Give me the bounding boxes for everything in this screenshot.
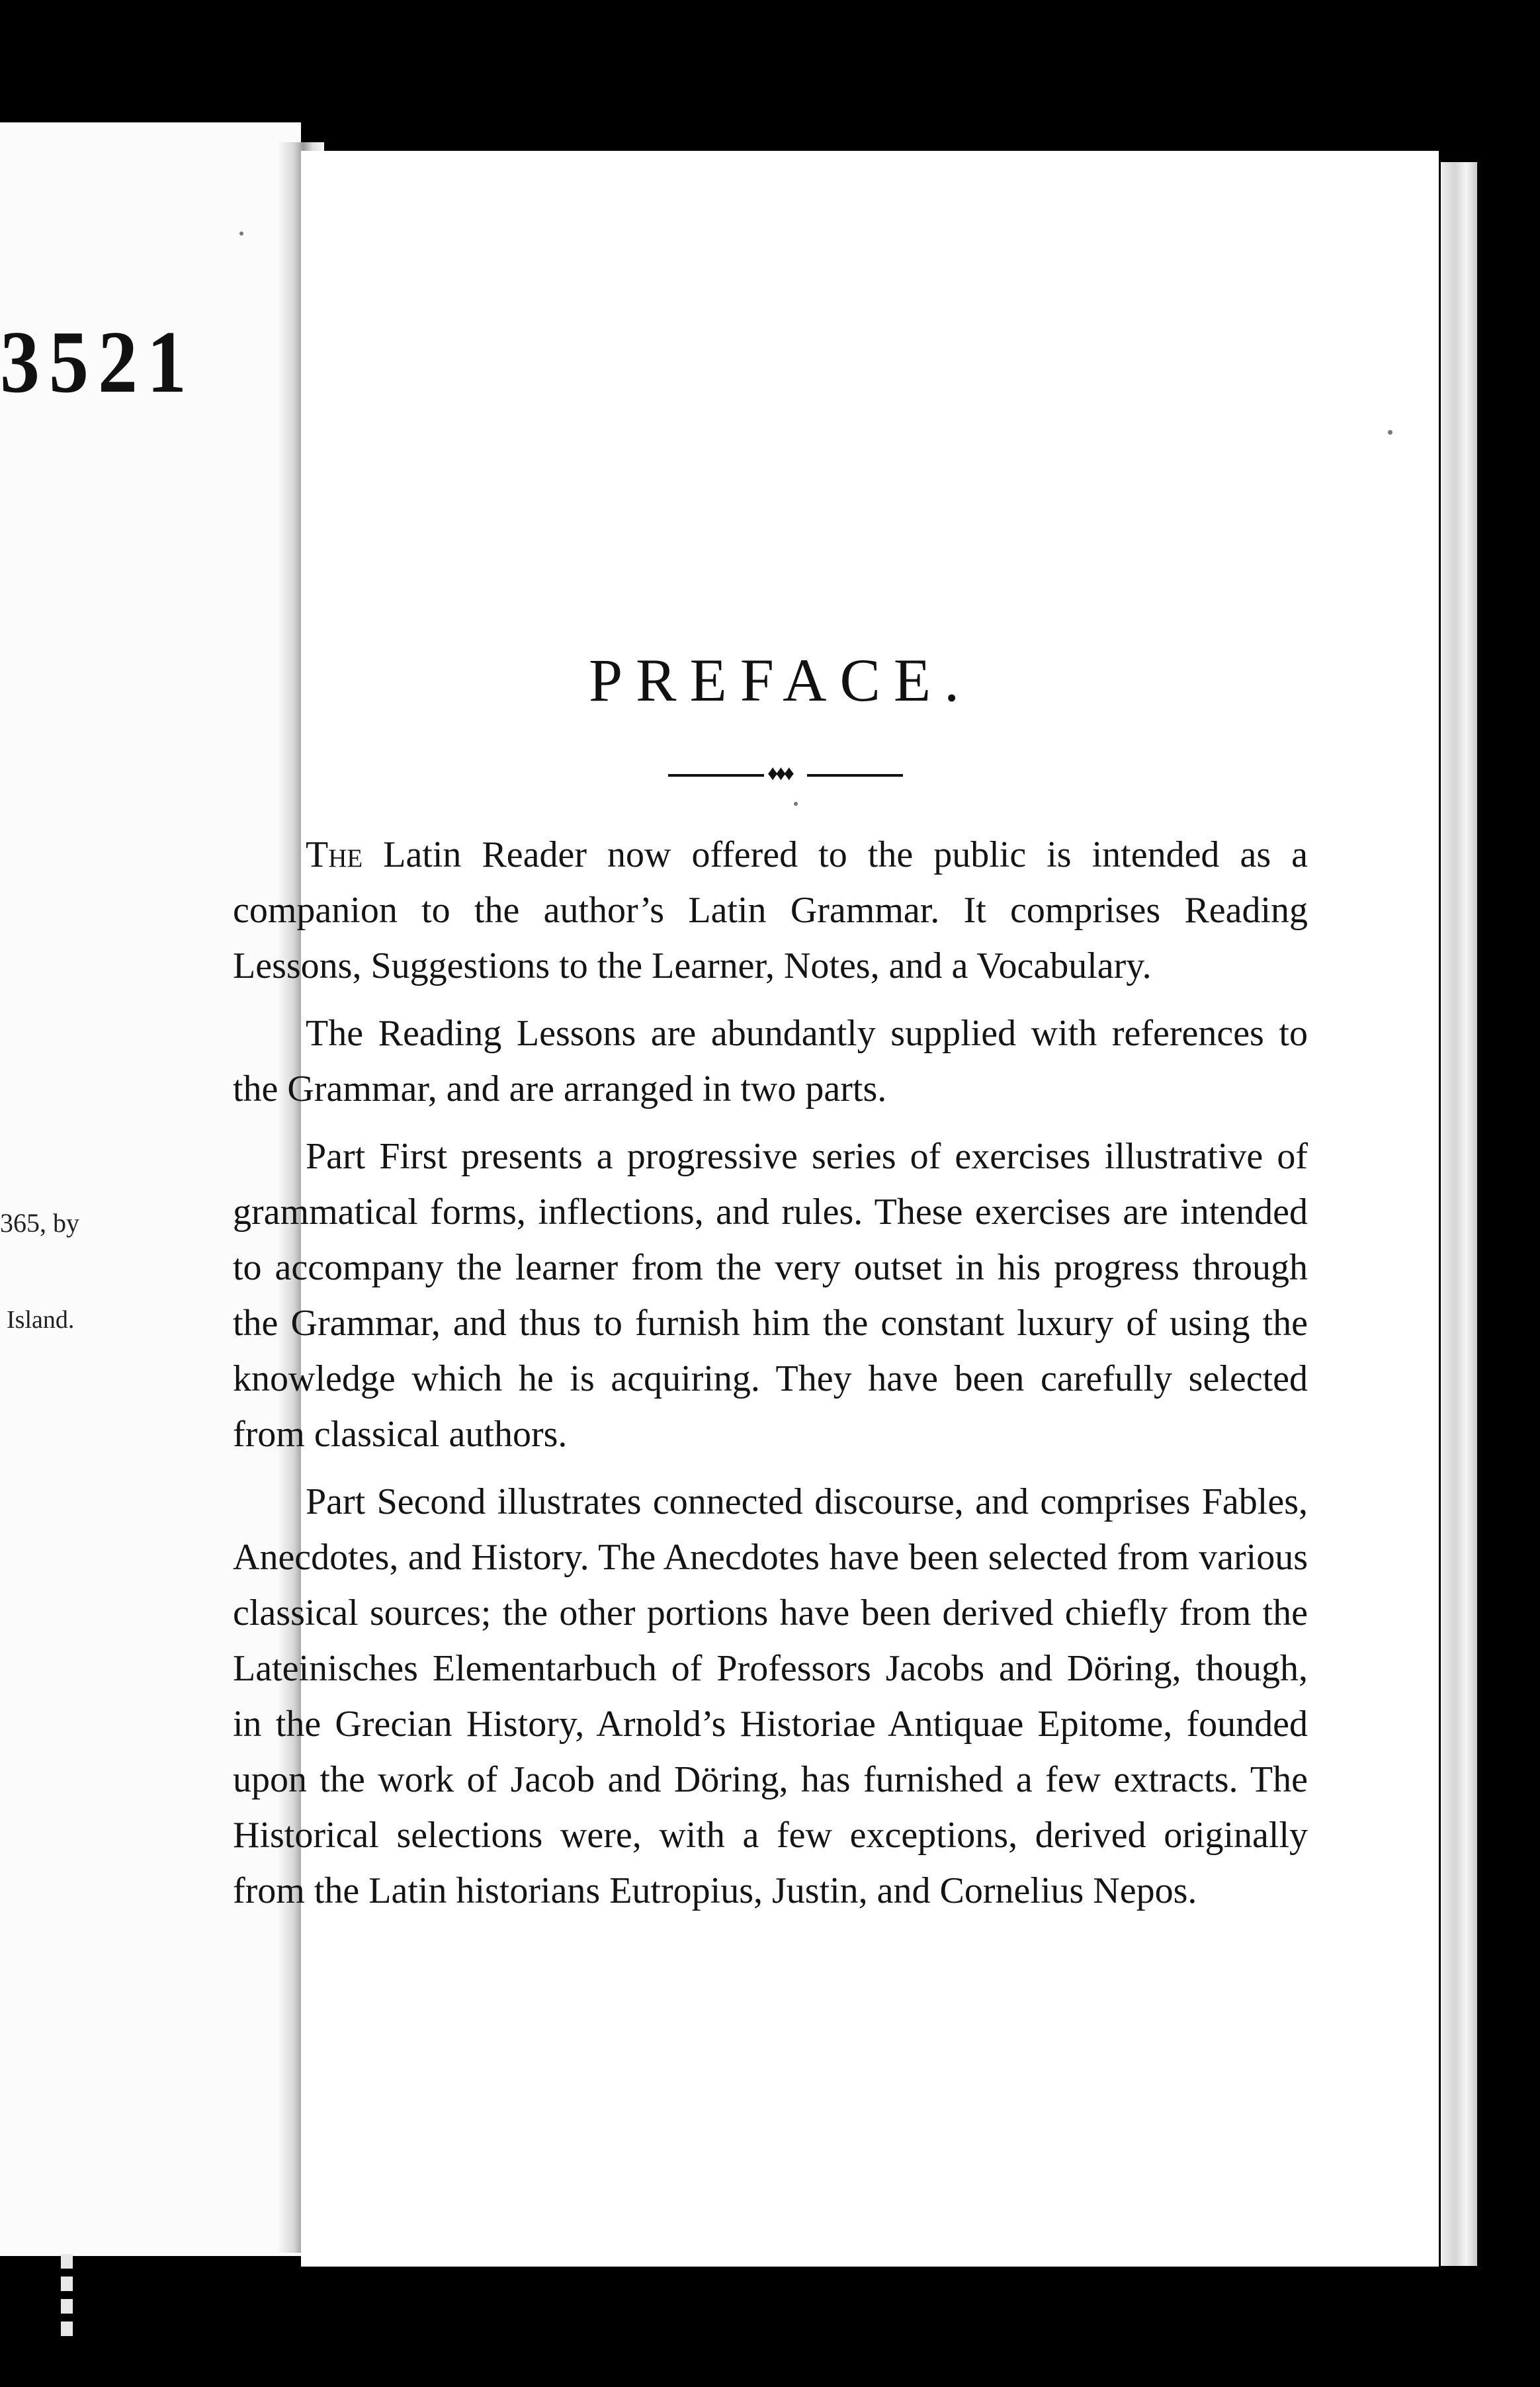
ornament-rule-left — [668, 774, 764, 777]
preface-paragraph — [233, 1006, 1308, 1117]
dust-speck — [794, 802, 798, 806]
title-ornament — [668, 761, 903, 785]
paragraph-lead: The — [306, 834, 363, 875]
diamond-ornament-icon: ♦♦♦ — [767, 761, 792, 785]
preface-paragraph — [233, 827, 1308, 994]
preface-paragraph — [233, 1474, 1308, 1919]
preface-body — [233, 827, 1308, 1931]
page-title: PREFACE. — [589, 646, 973, 714]
page-edge — [1441, 162, 1477, 2266]
left-page-fragment: Island. — [7, 1306, 75, 1334]
ornament-rule-right — [807, 774, 903, 777]
dust-speck — [239, 232, 243, 236]
paragraph-text: Part Second illustrates connected discourse, and comprises Fables, Anecdotes, and History. The Anecdotes have been selected from various classical sources; the other portions have been derived chiefly from the Lateinisches Elementarbuch of Professors Jacobs and Döring, though, in the Grecian History, Arnold’s Historiae Antiquae Epitome, founded upon the work of Jacob and Döring, has furnished a few extracts. The Historical selections were, with a few exceptions, derived originally from the Latin historians Eutropius, Justin, and Cornelius Nepos. — [233, 1481, 1308, 1911]
paragraph-text: The Reading Lessons are abundantly supplied with references to the Grammar, and are arranged in two parts. — [233, 1013, 1308, 1109]
paragraph-text: Part First presents a progressive series of exercises illustrative of grammatical forms, inflections, and rules. These exercises are intended to accompany the learner from the very outset in his progress through the Grammar, and thus to furnish him the constant luxury of using the knowledge which he is acquiring. They have been carefully selected from classical authors. — [233, 1136, 1308, 1455]
dust-speck — [1388, 430, 1392, 435]
paragraph-text: Latin Reader now offered to the public is intended as a companion to the author’s Latin Grammar. It comprises Reading Lessons, Suggestions to the Learner, Notes, and a Vocabulary. — [233, 834, 1308, 986]
binding-thread-marks — [61, 2246, 79, 2378]
library-number: 3521 — [0, 312, 196, 412]
left-page-fragment: 365, by — [0, 1208, 79, 1238]
preface-paragraph — [233, 1129, 1308, 1462]
